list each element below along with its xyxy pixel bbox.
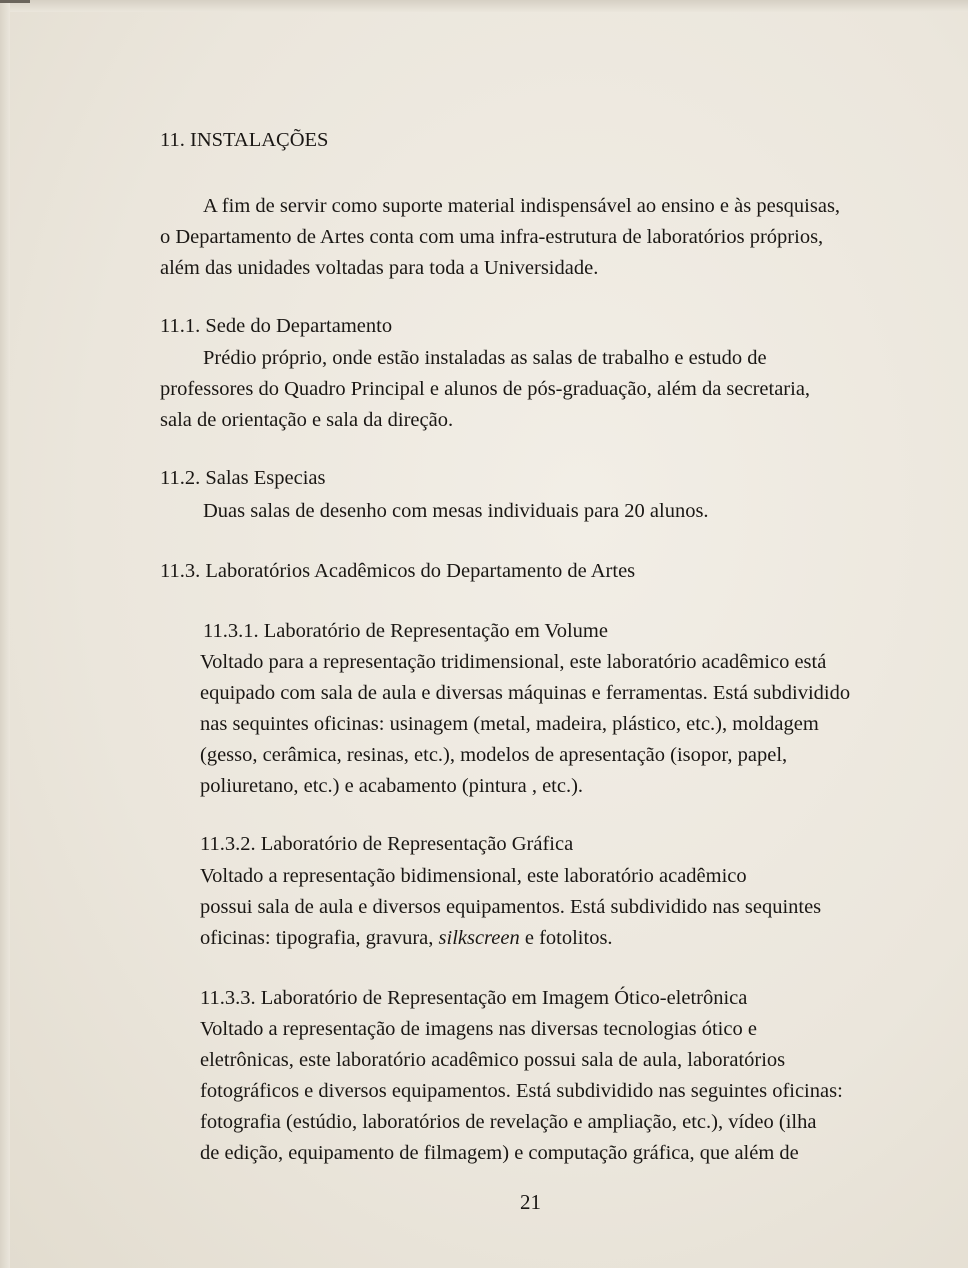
line-prefix: oficinas: tipografia, gravura, <box>200 927 439 949</box>
subsection-11-3-1-line-2: equipado com sala de aula e diversas máquinas e ferramentas. Está subdividido <box>200 682 851 704</box>
subsection-11-1-line-3: sala de orientação e sala da direção. <box>160 409 454 431</box>
italic-term: silkscreen <box>438 927 520 949</box>
intro-line-1: A fim de servir como suporte material indispensável ao ensino e às pesquisas, <box>203 195 841 217</box>
section-title: 11. INSTALAÇÕES <box>160 129 329 151</box>
subsection-11-3-1-line-4: (gesso, cerâmica, resinas, etc.), modelos de apresentação (isopor, papel, <box>200 744 788 766</box>
page-number: 21 <box>520 1190 541 1214</box>
line-suffix: e fotolitos. <box>519 927 613 949</box>
subsection-11-3-3-title: 11.3.3. Laboratório de Representação em Imagem Ótico-eletrônica <box>200 987 748 1009</box>
subsection-11-2-line-1: Duas salas de desenho com mesas individuais para 20 alunos. <box>203 500 709 522</box>
subsection-11-3-3-line-1: Voltado a representação de imagens nas diversas tecnologias ótico e <box>200 1018 757 1040</box>
subsection-11-3-1-line-1: Voltado para a representação tridimensional, este laboratório acadêmico está <box>200 651 827 673</box>
subsection-11-3-1-line-5: poliuretano, etc.) e acabamento (pintura , etc.). <box>200 775 584 797</box>
corner-mark <box>0 0 30 3</box>
subsection-11-3-1-title: 11.3.1. Laboratório de Representação em Volume <box>203 620 608 642</box>
subsection-11-3-3-line-3: fotográficos e diversos equipamentos. Está subdividido nas seguintes oficinas: <box>200 1080 843 1102</box>
subsection-11-1-title: 11.1. Sede do Departamento <box>160 315 393 337</box>
subsection-11-1-line-2: professores do Quadro Principal e alunos de pós-graduação, além da secretaria, <box>160 378 811 400</box>
intro-line-2: o Departamento de Artes conta com uma infra-estrutura de laboratórios próprios, <box>160 226 824 248</box>
subsection-11-3-2-line-1: Voltado a representação bidimensional, este laboratório acadêmico <box>200 865 747 887</box>
subsection-11-3-2-line-3 <box>200 923 613 953</box>
subsection-11-3-3-line-4: fotografia (estúdio, laboratórios de revelação e ampliação, etc.), vídeo (ilha <box>200 1111 817 1133</box>
subsection-11-1-line-1: Prédio próprio, onde estão instaladas as salas de trabalho e estudo de <box>203 347 767 369</box>
intro-line-3: além das unidades voltadas para toda a Universidade. <box>160 257 599 279</box>
subsection-11-3-3-line-2: eletrônicas, este laboratório acadêmico possui sala de aula, laboratórios <box>200 1049 786 1071</box>
subsection-11-3-title: 11.3. Laboratórios Acadêmicos do Departamento de Artes <box>160 560 636 582</box>
subsection-11-3-2-line-2: possui sala de aula e diversos equipamentos. Está subdividido nas sequintes <box>200 896 822 918</box>
subsection-11-2-title: 11.2. Salas Especias <box>160 467 326 489</box>
page-edge-top <box>0 0 968 12</box>
subsection-11-3-2-title: 11.3.2. Laboratório de Representação Gráfica <box>200 833 574 855</box>
subsection-11-3-1-line-3: nas sequintes oficinas: usinagem (metal, madeira, plástico, etc.), moldagem <box>200 713 819 735</box>
page-edge-left <box>0 0 10 1268</box>
subsection-11-3-3-line-5: de edição, equipamento de filmagem) e computação gráfica, que além de <box>200 1142 799 1164</box>
